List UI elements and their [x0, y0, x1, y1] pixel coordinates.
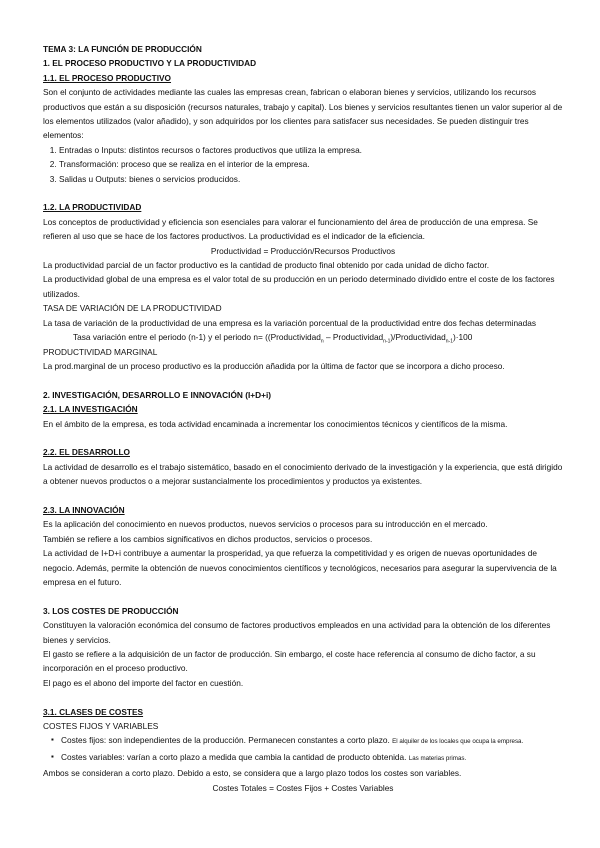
spacer [43, 690, 563, 704]
list-item: 1. Entradas o Inputs: distintos recursos o factores productivos que utiliza la empresa. [59, 143, 563, 157]
spacer [43, 489, 563, 503]
section-2-1-heading: 2.1. LA INVESTIGACIÓN [43, 404, 138, 415]
marginal-text: La prod.marginal de un proceso productivo es la producción añadida por la última de factor que se incorpora a dicho proceso. [43, 360, 505, 371]
section-2-1-text: En el ámbito de la empresa, es toda actividad encaminada a incrementar los conocimientos técnicos y científicos de la misma. [43, 418, 508, 429]
spacer [43, 589, 563, 603]
marginal-heading: PRODUCTIVIDAD MARGINAL [43, 346, 158, 357]
document-page [43, 42, 563, 795]
global-productivity-text: La productividad global de una empresa es el valor total de su producción en un periodo determinado dividido entre el coste de los factores utilizados. [43, 274, 555, 299]
section-1-2-text: Los conceptos de productividad y eficiencia son esenciales para valorar el funcionamiento del área de producción de una empresa. Se refieren al uso que se hace de los factores productivos. La productividad es el indicador de la eficiencia. [43, 216, 538, 242]
section-1-1-heading: 1.1. EL PROCESO PRODUCTIVO [43, 72, 172, 83]
spacer [43, 431, 563, 445]
section-1-heading: 1. EL PROCESO PRODUCTIVO Y LA PRODUCTIVIDAD [43, 58, 257, 69]
section-2-heading: 2. INVESTIGACIÓN, DESARROLLO E INNOVACIÓN (I+D+i) [43, 389, 272, 400]
rate-formula: Tasa variación entre el periodo (n-1) y el periodo n= ((Productividad$_n$ – Productividad$_{n-1}$)/Productividad$_{n-1}$)·100 [73, 332, 473, 345]
section-3-text-3: El pago es el abono del importe del factor en cuestión. [43, 677, 244, 688]
section-3-text-1: Constituyen la valoración económica del consumo de factores productivos empleados en una actividad para la obtención de los diferentes bienes y servicios. [43, 620, 551, 645]
productivity-formula: Productividad = Producción/Recursos Productivos [210, 245, 396, 256]
fixed-variable-heading: COSTES FIJOS Y VARIABLES [43, 721, 159, 731]
list-item: 3. Salidas u Outputs: bienes o servicios producidos. [59, 172, 563, 186]
document-title: TEMA 3: LA FUNCIÓN DE PRODUCCIÓN [43, 44, 202, 54]
list-item: ▪ Costes variables: varían a corto plazo a medida que cambia la cantidad de producto obtenida. Las materias primas. [61, 750, 563, 766]
elements-list [43, 143, 563, 186]
list-item: 2. Transformación: proceso que se realiza en el interior de la empresa. [59, 157, 563, 171]
cost-types-list [43, 733, 563, 766]
section-3-1-heading: 3.1. CLASES DE COSTES [43, 706, 144, 717]
spacer [43, 373, 563, 387]
both-costs-text: Ambos se consideran a corto plazo. Debido a esto, se considera que a largo plazo todos los costes son variables. [43, 768, 462, 779]
rate-heading: TASA DE VARIACIÓN DE LA PRODUCTIVIDAD [43, 303, 222, 314]
spacer [43, 186, 563, 200]
partial-productivity-text: La productividad parcial de un factor productivo es la cantidad de producto final obtenido por cada unidad de dicho factor. [43, 260, 490, 271]
section-2-2-heading: 2.2. EL DESARROLLO [43, 447, 130, 458]
section-2-2-text: La actividad de desarrollo es el trabajo sistemático, basado en el conocimiento derivado de la investigación y la experiencia, que está dirigido a obtener nuevos productos o a mejorar sustancialmente los procedimientos y productos ya existentes. [43, 461, 563, 487]
section-2-3-heading: 2.3. LA INNOVACIÓN [43, 504, 125, 515]
rate-text: La tasa de variación de la productividad de una empresa es la variación porcentual de la productividad entre dos fechas determinadas [43, 317, 537, 328]
section-3-text-2: El gasto se refiere a la adquisición de un factor de producción. Sin embargo, el coste hace referencia al consumo de dicho factor, a su incorporación en el proceso productivo. [43, 648, 536, 674]
section-2-3-text-3: La actividad de I+D+i contribuye a aumentar la prosperidad, ya que refuerza la competitividad y es origen de nuevas oportunidades de negocio. Además, permite la obtención de nuevos conocimientos científicos y tecnológicos, necesarios para asegurar la supervivencia de la empresa en el futuro. [43, 548, 557, 587]
section-2-3-text-1: Es la aplicación del conocimiento en nuevos productos, nuevos servicios o procesos para su introducción en el mercado. [43, 519, 488, 530]
section-3-heading: 3. LOS COSTES DE PRODUCCIÓN [43, 605, 179, 616]
total-costs-formula: Costes Totales = Costes Fijos + Costes Variables [212, 782, 394, 793]
list-item: ▪ Costes fijos: son independientes de la producción. Permanecen constantes a corto plazo. El alquiler de los locales que ocupa la empresa. [61, 733, 563, 749]
section-2-3-text-2: También se refiere a los cambios significativos en dichos productos, servicios o procesos. [43, 533, 373, 544]
section-1-2-heading: 1.2. LA PRODUCTIVIDAD [43, 202, 142, 213]
section-1-1-text: Son el conjunto de actividades mediante las cuales las empresas crean, fabrican o elaboran bienes y servicios, utilizando los recursos productivos que están a su disposición (recursos naturales, trabajo y capital). Los bienes y servicios resultantes tienen un valor superior al de los elementos utilizados (valor añadido), y son adquiridos por los clientes para satisfacer sus necesidades. Se pueden distinguir tres elementos: [43, 87, 563, 141]
